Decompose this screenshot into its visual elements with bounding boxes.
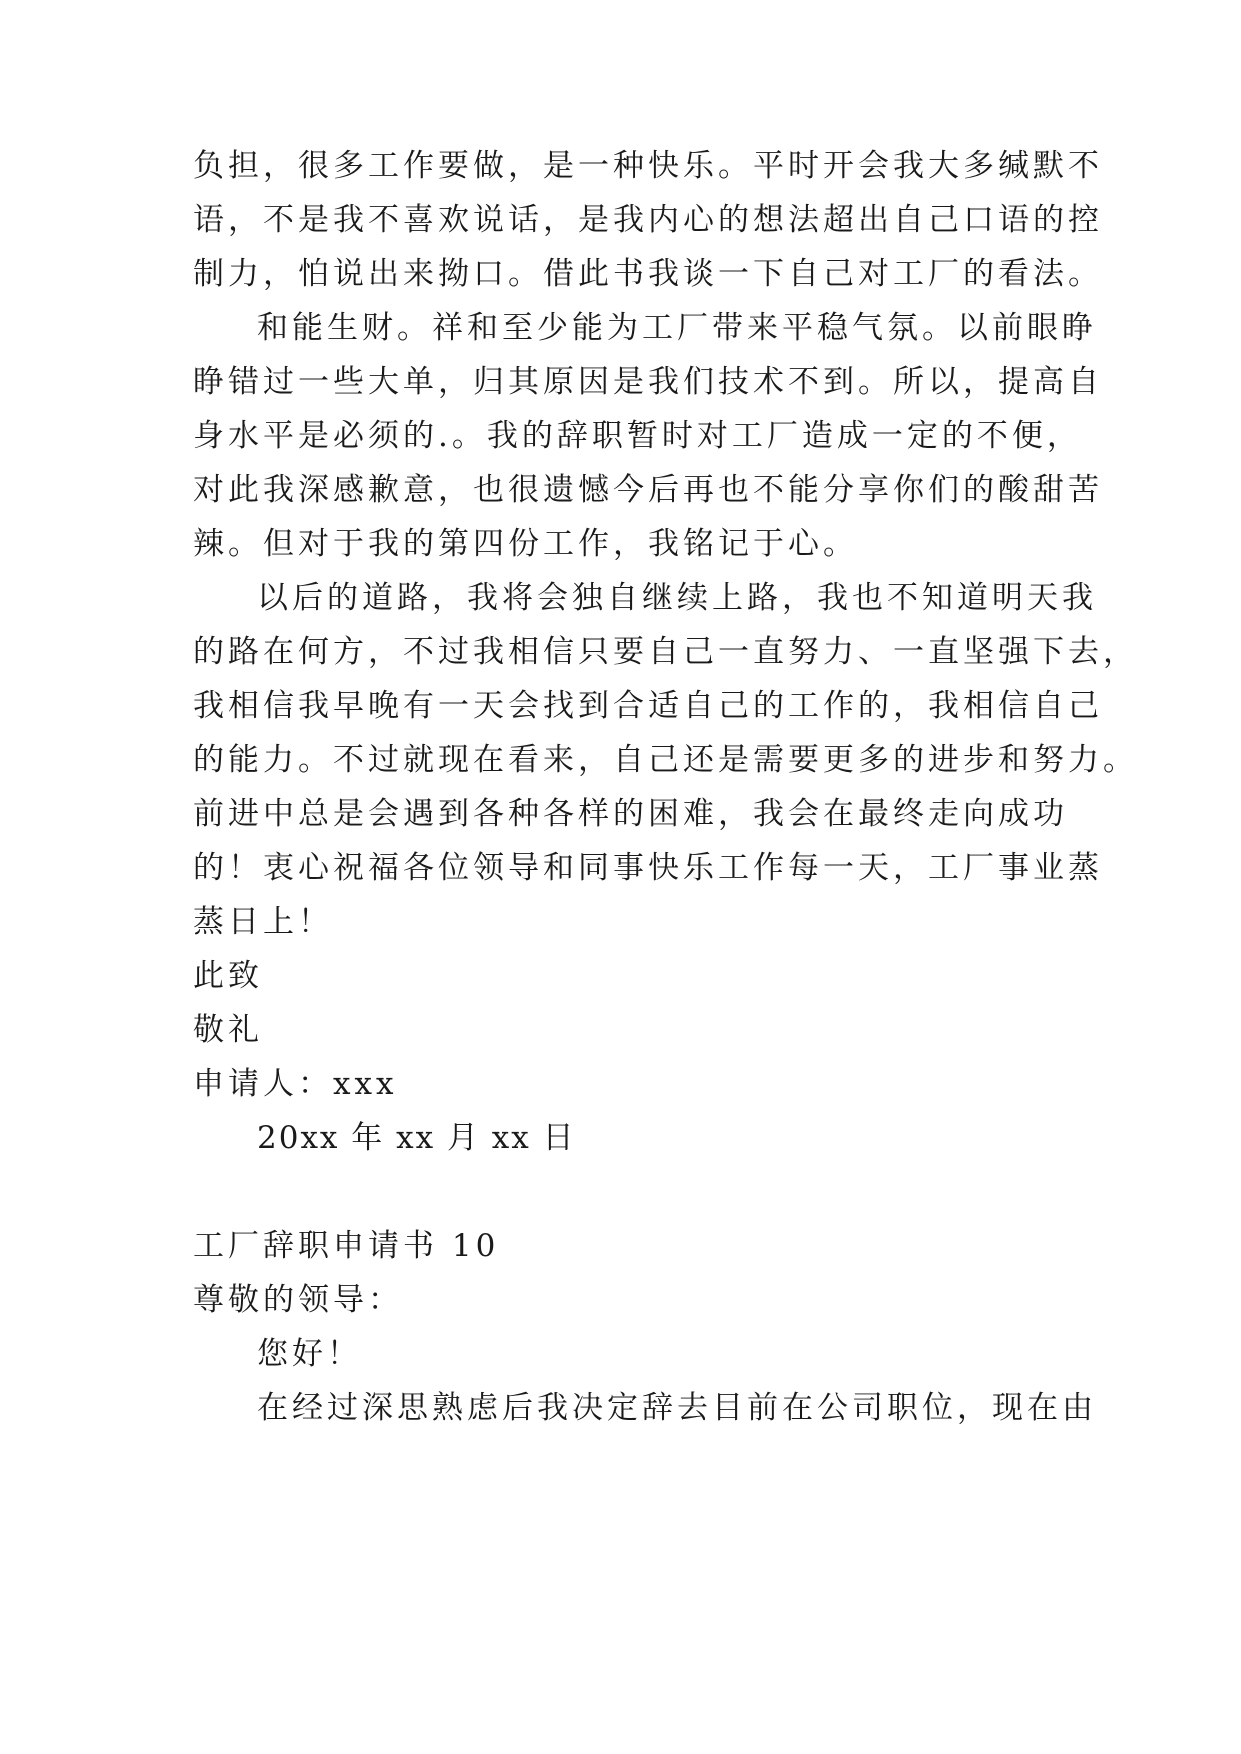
letter-body-start: 在经过深思熟虑后我决定辞去目前在公司职位，现在由 xyxy=(257,1390,1097,1426)
date-line: 20xx 年 xx 月 xx 日 xyxy=(257,1120,576,1156)
paragraph-3-line-2: 的路在何方，不过我相信只要自己一直努力、一直坚强下去， xyxy=(193,634,1138,670)
paragraph-2-line-1: 和能生财。祥和至少能为工厂带来平稳气氛。以前眼睁 xyxy=(257,310,1097,346)
paragraph-2-line-4: 对此我深感歉意，也很遗憾今后再也不能分享你们的酸甜苦 xyxy=(193,472,1103,508)
paragraph-1-line-1: 负担，很多工作要做，是一种快乐。平时开会我大多缄默不 xyxy=(193,148,1103,184)
paragraph-1-line-2: 语，不是我不喜欢说话，是我内心的想法超出自己口语的控 xyxy=(193,202,1103,238)
closing-salutation-2: 敬礼 xyxy=(193,1012,263,1048)
closing-salutation-1: 此致 xyxy=(193,958,263,994)
applicant-line: 申请人：xxx xyxy=(193,1066,398,1102)
paragraph-3-line-6: 的！衷心祝福各位领导和同事快乐工作每一天，工厂事业蒸 xyxy=(193,850,1103,886)
paragraph-3-line-3: 我相信我早晚有一天会找到合适自己的工作的，我相信自己 xyxy=(193,688,1103,724)
letter-hello: 您好！ xyxy=(257,1336,362,1372)
paragraph-3-line-1: 以后的道路，我将会独自继续上路，我也不知道明天我 xyxy=(257,580,1097,616)
paragraph-1-line-3: 制力，怕说出来拗口。借此书我谈一下自己对工厂的看法。 xyxy=(193,256,1103,292)
letter-greeting: 尊敬的领导： xyxy=(193,1282,403,1318)
paragraph-2-line-5: 辣。但对于我的第四份工作，我铭记于心。 xyxy=(193,526,858,562)
paragraph-3-line-7: 蒸日上！ xyxy=(193,904,333,940)
letter-title: 工厂辞职申请书 10 xyxy=(193,1228,500,1264)
paragraph-2-line-3: 身水平是必须的.。我的辞职暂时对工厂造成一定的不便， xyxy=(193,418,1082,454)
paragraph-3-line-5: 前进中总是会遇到各种各样的困难，我会在最终走向成功 xyxy=(193,796,1068,832)
paragraph-3-line-4: 的能力。不过就现在看来，自己还是需要更多的进步和努力。 xyxy=(193,742,1138,778)
paragraph-2-line-2: 睁错过一些大单，归其原因是我们技术不到。所以，提高自 xyxy=(193,364,1103,400)
